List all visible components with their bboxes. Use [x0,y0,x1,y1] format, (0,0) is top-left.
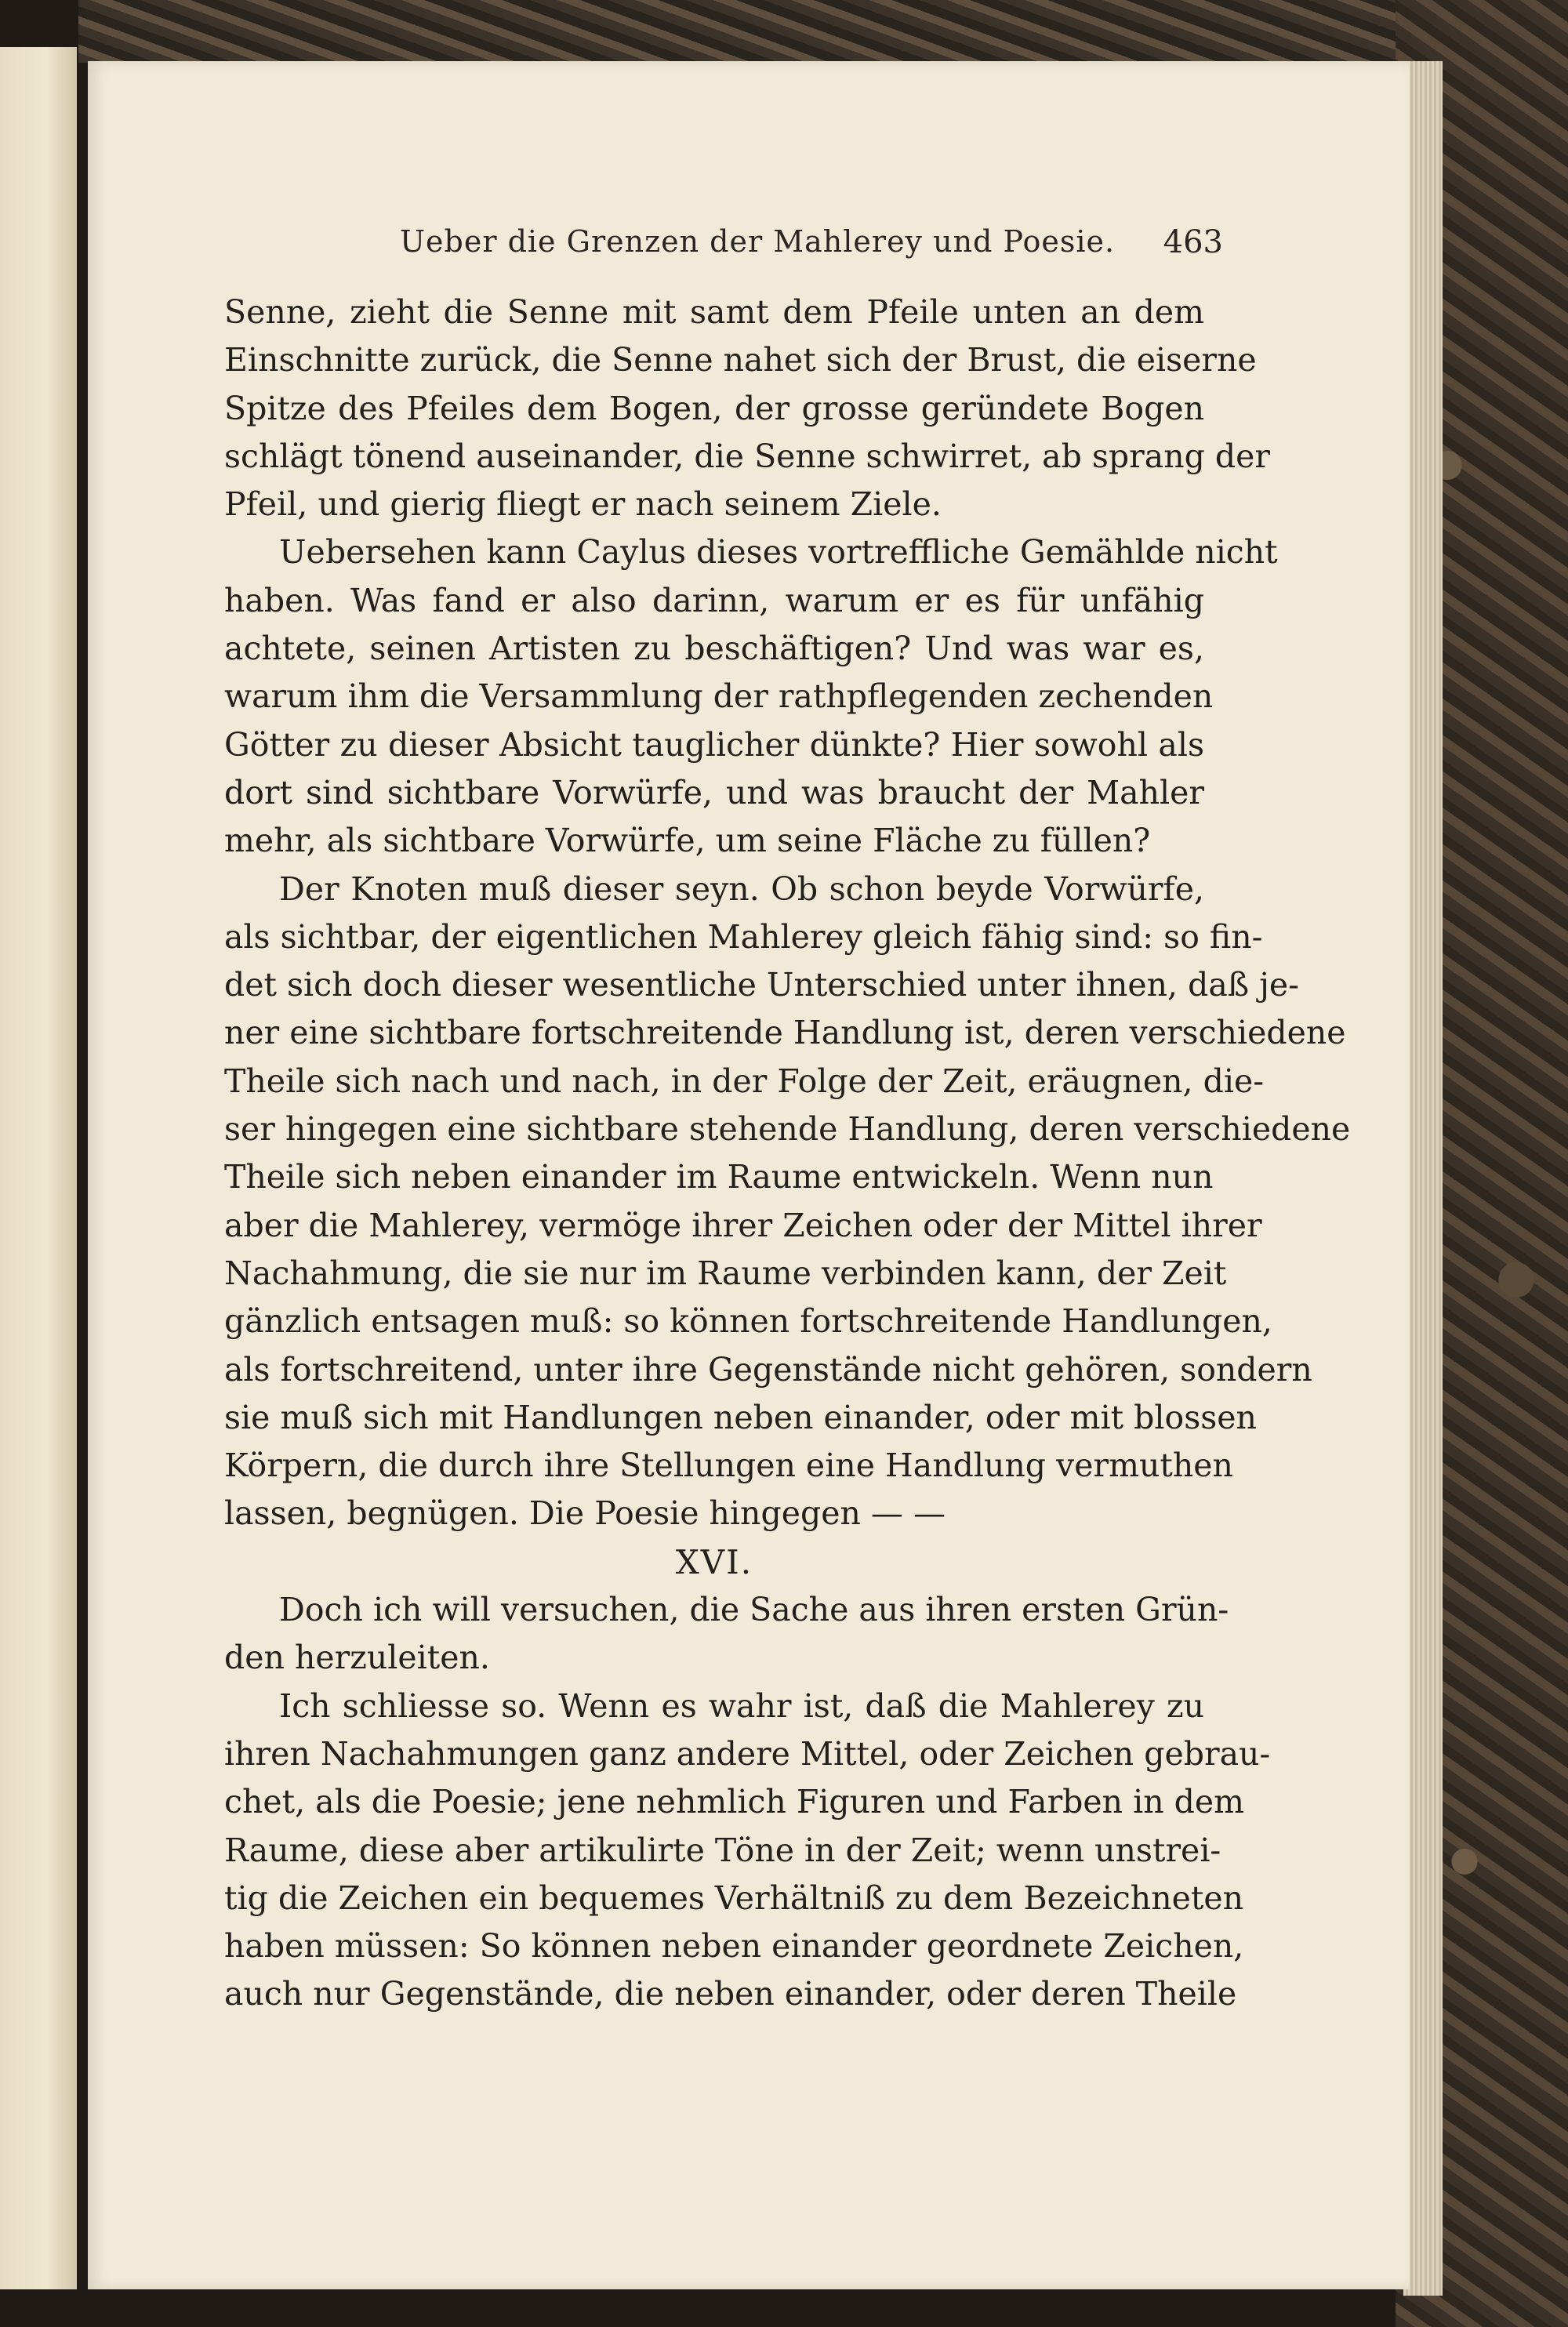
text-line: schlägt tönend auseinander, die Senne schwirret, ab sprang der [224,437,1271,475]
text-line: Götter zu dieser Absicht tauglicher dünkte? Hier sowohl als [224,725,1204,764]
body-text [224,289,1351,2019]
text-line: Raume, diese aber artikulirte Töne in der Zeit; wenn unstrei- [224,1831,1221,1869]
text-line: lassen, begnügen. Die Poesie hingegen — — [224,1494,946,1533]
text-line: chet, als die Poesie; jene nehmlich Figuren und Farben in dem [224,1783,1245,1821]
marbled-cover-top [78,0,1568,63]
text-line: Der Knoten muß dieser seyn. Ob schon beyde Vorwürfe, [279,869,1204,908]
text-line: als sichtbar, der eigentlichen Mahlerey gleich fähig sind: so fin- [224,917,1263,956]
text-line: auch nur Gegenstände, die neben einander, oder deren Theile [224,1975,1237,2013]
text-line: Theile sich nach und nach, in der Folge der Zeit, eräugnen, die- [224,1062,1265,1100]
text-line: tig die Zeichen ein bequemes Verhältniß zu dem Bezeichneten [224,1879,1244,1917]
text-line: Einschnitte zurück, die Senne nahet sich der Brust, die eiserne [224,341,1257,379]
text-line: det sich doch dieser wesentliche Unterschied unter ihnen, daß je- [224,966,1300,1004]
text-line: Körpern, die durch ihre Stellungen eine Handlung vermuthen [224,1447,1233,1485]
text-line: Doch ich will versuchen, die Sache aus ihren ersten Grün- [279,1591,1229,1629]
text-line: ner eine sichtbare fortschreitende Handlung ist, deren verschiedene [224,1014,1346,1052]
running-title: Ueber die Grenzen der Mahlerey und Poesie. [400,224,1116,259]
page-number: 463 [1163,224,1223,260]
text-line: Pfeil, und gierig fliegt er nach seinem Ziele. [224,485,942,524]
text-line: haben müssen: So können neben einander geordnete Zeichen, [224,1927,1244,1966]
text-line: den herzuleiten. [224,1639,490,1677]
text-line: gänzlich entsagen muß: so können fortschreitende Handlungen, [224,1302,1272,1341]
text-line: sie muß sich mit Handlungen neben einander, oder mit blossen [224,1398,1257,1436]
text-line: Ich schliesse so. Wenn es wahr ist, daß die Mahlerey zu [279,1686,1204,1725]
text-line: Uebersehen kann Caylus dieses vortreffliche Gemählde nicht [279,533,1278,572]
text-line: mehr, als sichtbare Vorwürfe, um seine Fläche zu füllen? [224,822,1151,860]
text-line: dort sind sichtbare Vorwürfe, und was braucht der Mahler [224,773,1204,811]
text-line: Senne, zieht die Senne mit samt dem Pfeile unten an dem [224,293,1204,331]
section-heading: XVI. [675,1542,753,1581]
text-line: ihren Nachahmungen ganz andere Mittel, oder Zeichen gebrau- [224,1734,1271,1773]
text-line: haben. Was fand er also darinn, warum er es für unfähig [224,581,1204,619]
text-line: Spitze des Pfeiles dem Bogen, der grosse geründete Bogen [224,389,1204,427]
text-line: Nachahmung, die sie nur im Raume verbinden kann, der Zeit [224,1254,1227,1292]
text-line: warum ihm die Versammlung der rathpflegenden zechenden [224,677,1214,716]
text-line: Theile sich neben einander im Raume entwickeln. Wenn nun [224,1158,1214,1196]
text-line: aber die Mahlerey, vermöge ihrer Zeichen oder der Mittel ihrer [224,1206,1262,1244]
text-line: als fortschreitend, unter ihre Gegenstände nicht gehören, sondern [224,1350,1312,1389]
text-line: ser hingegen eine sichtbare stehende Handlung, deren verschiedene [224,1110,1351,1149]
text-line: achtete, seinen Artisten zu beschäftigen? Und was war es, [224,630,1204,668]
left-page-edge [0,47,77,2289]
